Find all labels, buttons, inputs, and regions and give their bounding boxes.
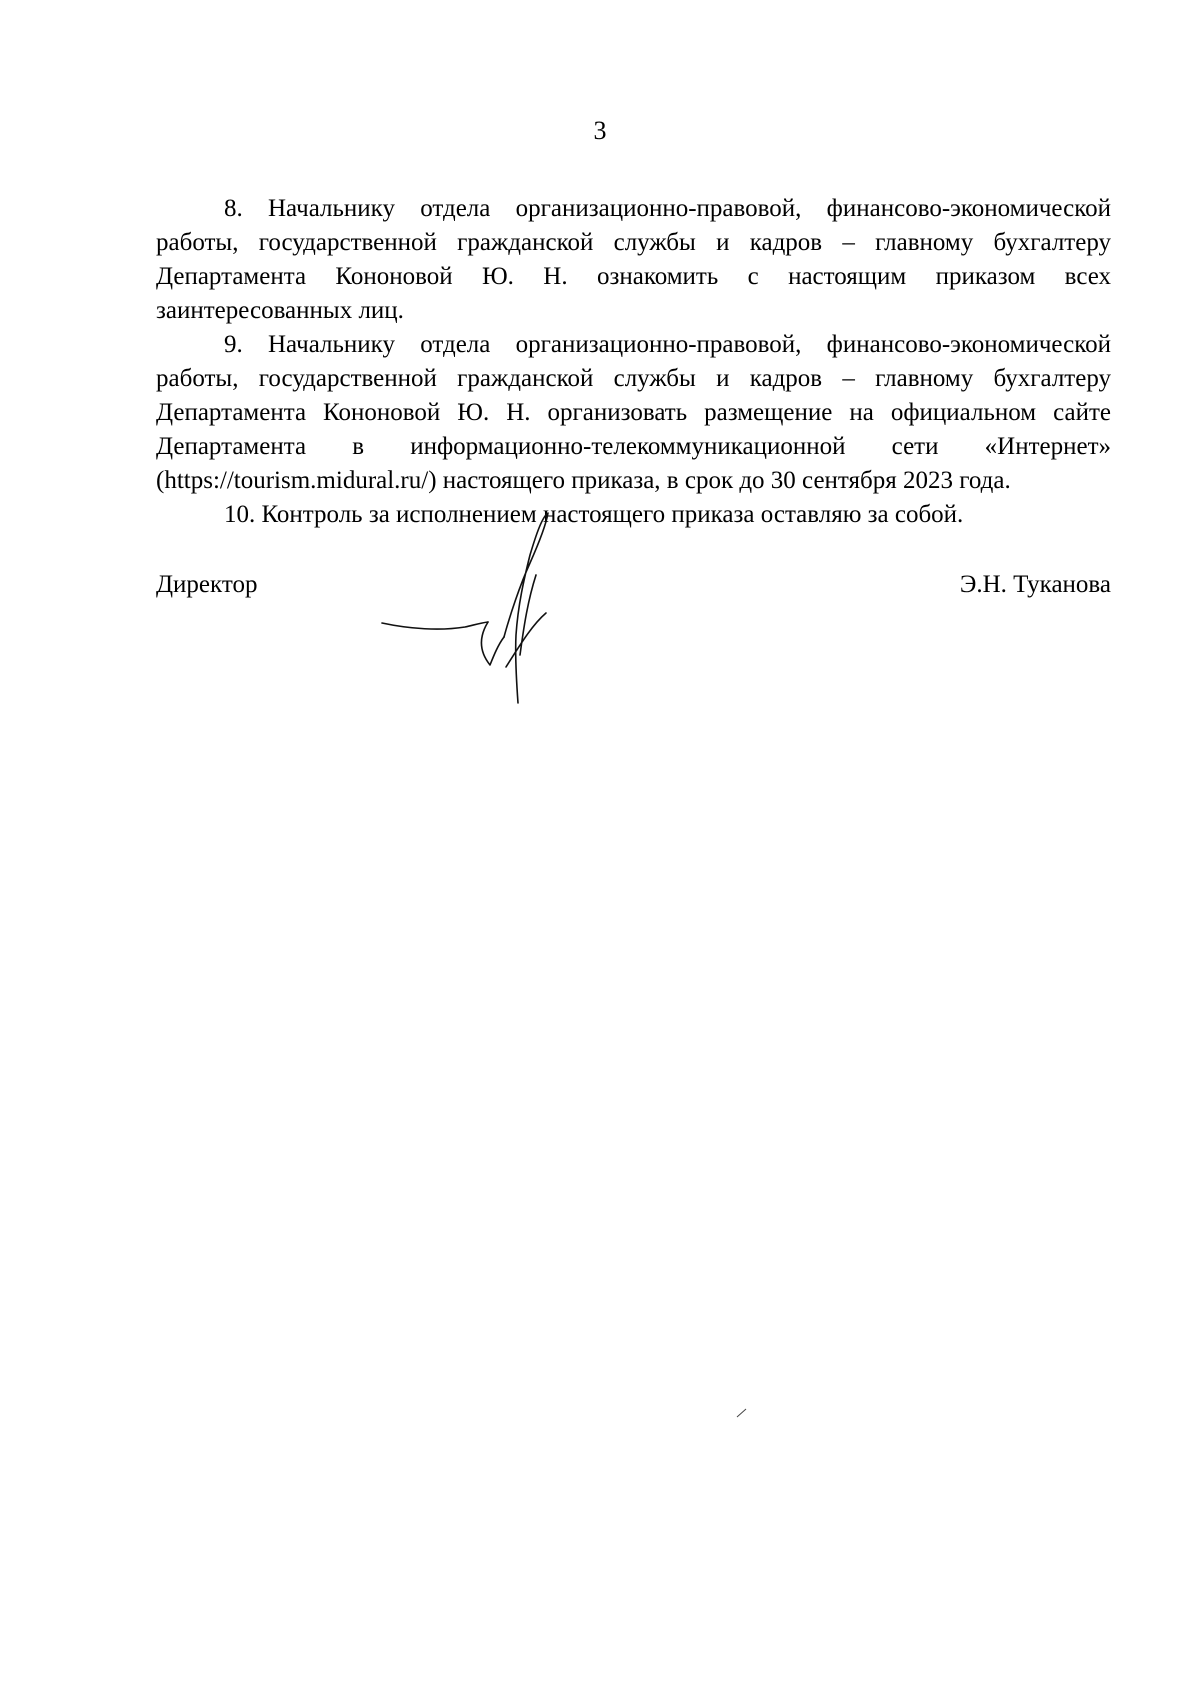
paragraph-9: 9. Начальнику отдела организационно-правовой, финансово-экономической работы, государственной гражданской службы и кадров – главному бухгалтеру Департамента Кононовой Ю. Н. организовать размещение на официальном сайте Департамента в информационно-телекоммуникационной сети «Интернет» (https://tourism.midural.ru/) настоящего приказа, в срок до 30 сентября 2023 года. [156, 331, 1111, 494]
stray-mark [736, 1408, 748, 1418]
document-body [156, 192, 1111, 532]
position-title: Директор [156, 571, 258, 598]
handwritten-signature [370, 505, 610, 715]
paragraph-8: 8. Начальнику отдела организационно-правовой, финансово-экономической работы, государственной гражданской службы и кадров – главному бухгалтеру Департамента Кононовой Ю. Н. ознакомить с настоящим приказом всех заинтересованных лиц. [156, 195, 1111, 324]
paragraph-10: 10. Контроль за исполнением настоящего приказа оставляю за собой. [224, 501, 964, 528]
page-number: 3 [593, 116, 607, 145]
signature-block [156, 568, 1111, 608]
signer-name: Э.Н. Туканова [959, 571, 1111, 598]
